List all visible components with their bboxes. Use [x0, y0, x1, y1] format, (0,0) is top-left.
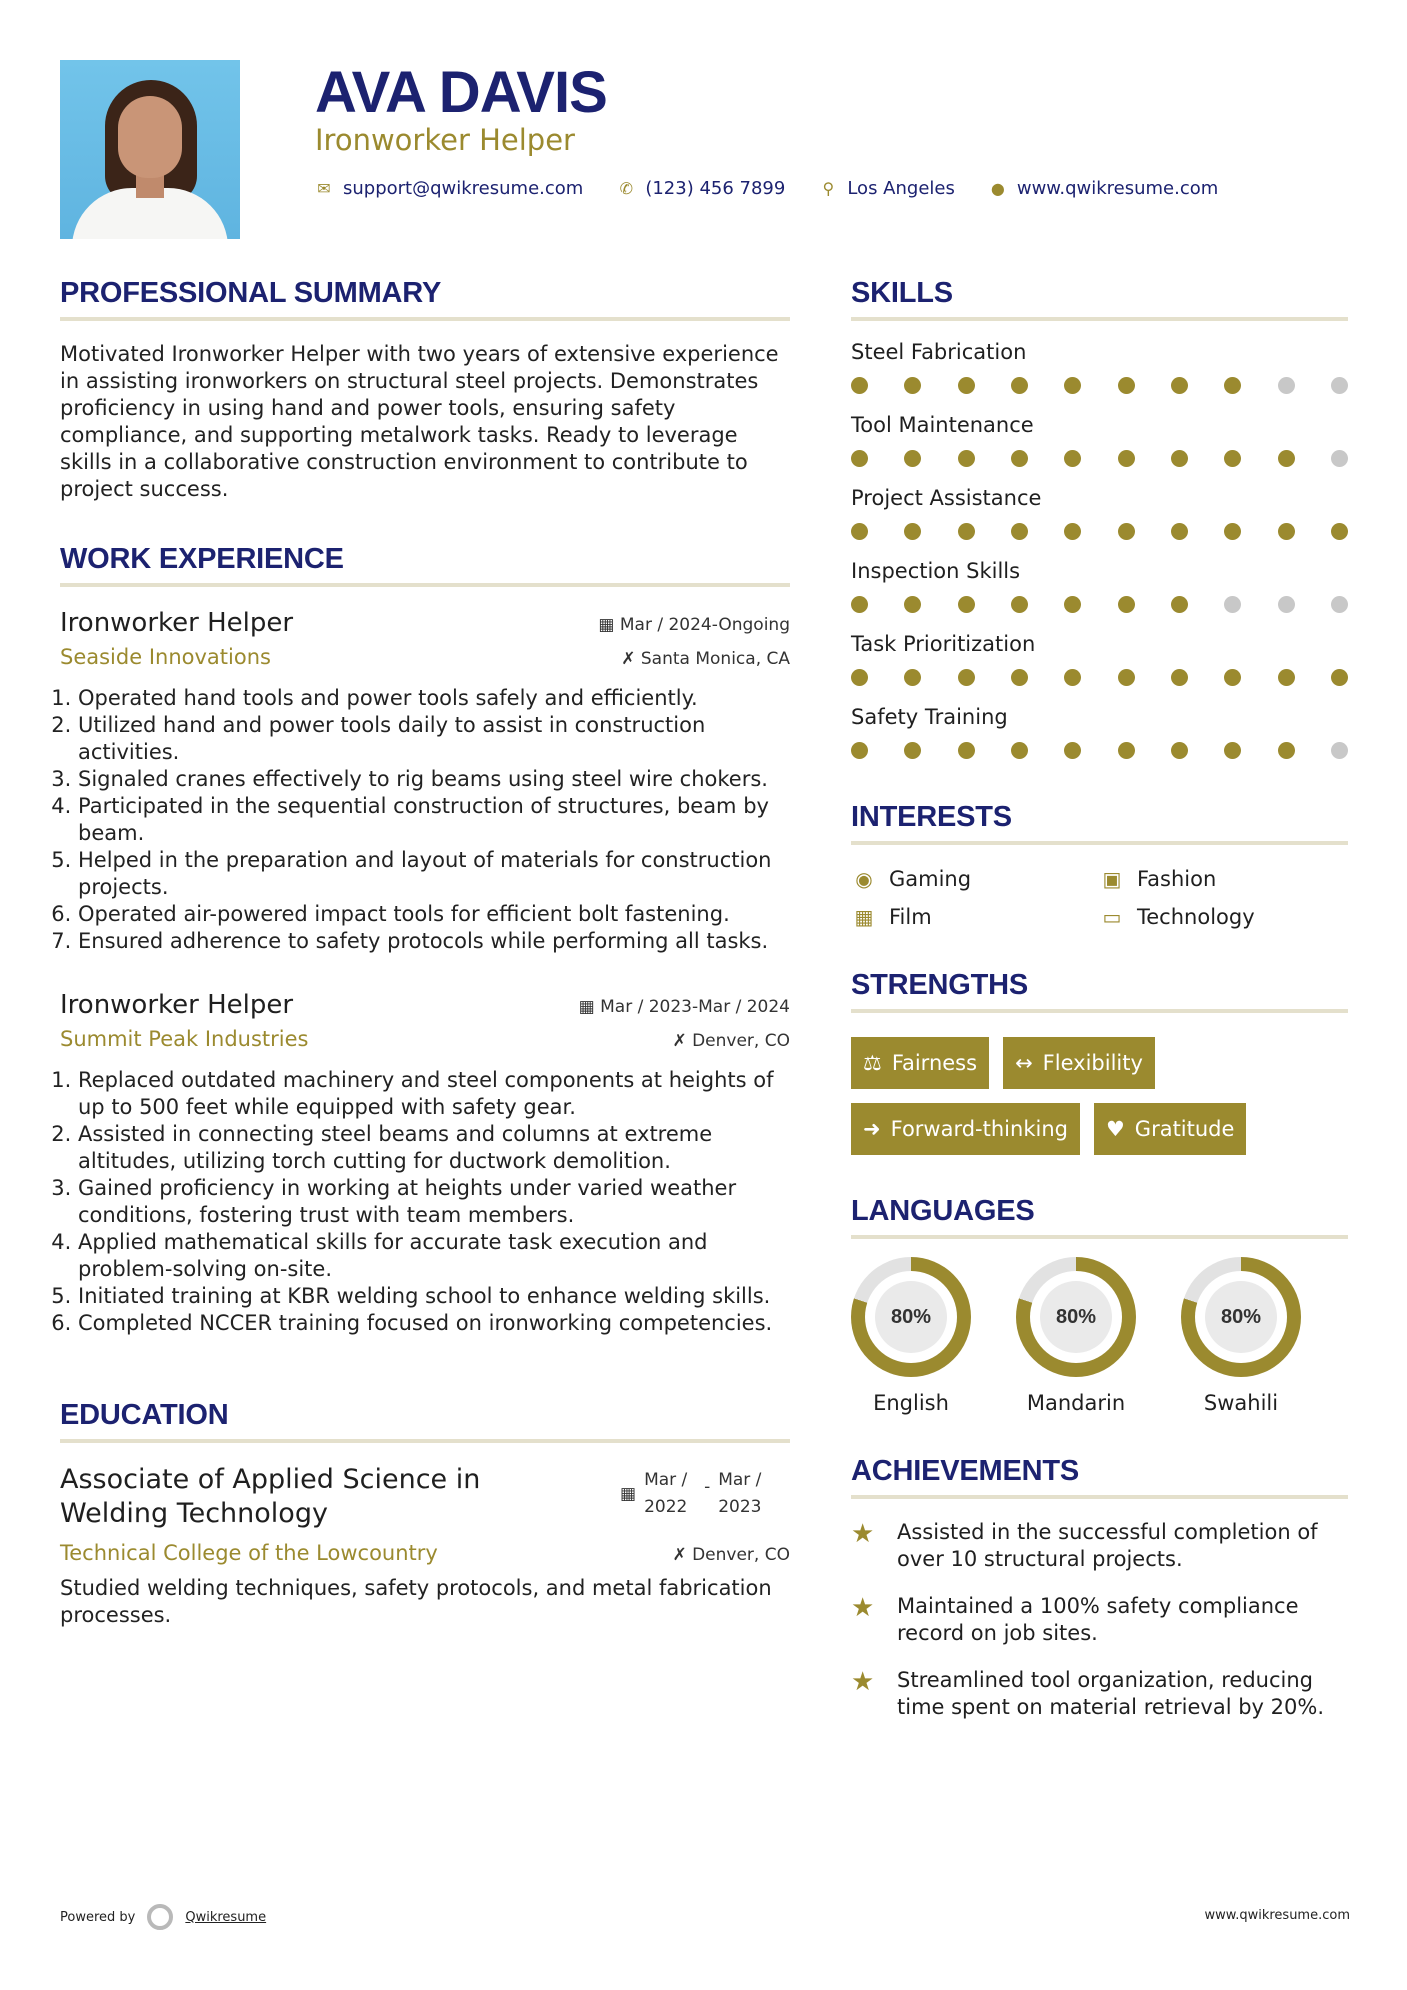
strength-badge: ⚖ Fairness	[851, 1037, 989, 1089]
heart-icon: ♥	[1105, 1117, 1125, 1141]
skill-rating	[851, 742, 1348, 759]
skills-section	[851, 275, 1348, 759]
skill-name: Steel Fabrication	[851, 340, 1027, 364]
skill-rating	[851, 450, 1348, 467]
summary-heading: PROFESSIONAL SUMMARY	[60, 277, 442, 309]
interest-item: ▦ Film	[851, 905, 1099, 929]
skills-heading: SKILLS	[851, 277, 953, 309]
rating-dot-filled	[851, 742, 868, 759]
list-item: 2. Assisted in connecting steel beams and columns at extreme altitudes, utilizing torch cutting for ductwork demolition.	[78, 1121, 790, 1175]
brand-link[interactable]: Qwikresume	[185, 1909, 267, 1925]
rating-dot-filled	[904, 742, 921, 759]
language-percent: 80%	[875, 1281, 947, 1353]
language-name: Mandarin	[1026, 1391, 1126, 1415]
education-degree: Associate of Applied Science in Welding Technology	[60, 1464, 481, 1529]
language-percent: 80%	[1040, 1281, 1112, 1353]
interest-item: ▣ Fashion	[1099, 867, 1347, 891]
list-item: 3. Gained proficiency in working at heights under varied weather conditions, fostering trust with team members.	[78, 1175, 790, 1229]
rating-dot-empty	[1331, 377, 1348, 394]
laptop-icon: ▭	[1102, 905, 1122, 929]
candidate-title: Ironworker Helper	[315, 123, 575, 157]
calendar-icon: ▦	[620, 1484, 637, 1504]
section-divider	[851, 841, 1348, 845]
rating-dot-filled	[1011, 742, 1028, 759]
gamepad-icon: ◉	[855, 867, 873, 891]
language-ring	[851, 1257, 971, 1377]
list-item: 4. Participated in the sequential construction of structures, beam by beam.	[78, 793, 790, 847]
languages-heading: LANGUAGES	[851, 1195, 1035, 1227]
rating-dot-filled	[958, 377, 975, 394]
job-title: Ironworker Helper	[60, 990, 294, 1020]
education-date-separator: -	[704, 1477, 711, 1497]
education-heading: EDUCATION	[60, 1399, 229, 1431]
envelope-icon: ✉	[317, 179, 331, 198]
rating-dot-filled	[1278, 669, 1295, 686]
star-icon: ★	[851, 1519, 875, 1549]
skill-name: Task Prioritization	[851, 632, 1036, 656]
rating-dot-filled	[1118, 742, 1135, 759]
section-divider	[60, 1439, 790, 1443]
candidate-name: AVA DAVIS	[315, 60, 607, 125]
rating-dot-filled	[1171, 377, 1188, 394]
job-location: ✗ Santa Monica, CA	[621, 649, 790, 669]
rating-dot-filled	[1064, 377, 1081, 394]
calendar-icon: ▦	[598, 615, 615, 635]
rating-dot-filled	[1278, 450, 1295, 467]
shopping-bag-icon: ▣	[1102, 867, 1122, 891]
rating-dot-filled	[1011, 377, 1028, 394]
language-item	[1016, 1257, 1136, 1415]
interests-heading: INTERESTS	[851, 801, 1012, 833]
rating-dot-filled	[958, 450, 975, 467]
summary-section	[60, 275, 790, 503]
skill-rating	[851, 596, 1348, 613]
achievements-heading: ACHIEVEMENTS	[851, 1455, 1080, 1487]
rating-dot-filled	[958, 742, 975, 759]
rating-dot-filled	[1011, 450, 1028, 467]
page-footer	[60, 1900, 1350, 1930]
rating-dot-filled	[1064, 523, 1081, 540]
contact-phone[interactable]: (123) 456 7899	[645, 178, 786, 199]
job-location: ✗ Denver, CO	[672, 1031, 790, 1051]
rating-dot-filled	[1011, 669, 1028, 686]
strengths-heading: STRENGTHS	[851, 969, 1029, 1001]
powered-by-label: Powered by	[60, 1909, 136, 1925]
rating-dot-filled	[1118, 523, 1135, 540]
rating-dot-filled	[1011, 596, 1028, 613]
language-item	[851, 1257, 971, 1415]
rating-dot-filled	[851, 669, 868, 686]
rating-dot-filled	[1171, 523, 1188, 540]
skill-name: Tool Maintenance	[851, 413, 1034, 437]
list-item: 4. Applied mathematical skills for accurate task execution and problem-solving on-site.	[78, 1229, 790, 1283]
section-divider	[60, 583, 790, 587]
section-divider	[851, 317, 1348, 321]
summary-text: Motivated Ironworker Helper with two years of extensive experience in assisting ironworkers on structural steel projects. Demonstrates proficiency in using hand and power tools, ensuring safety compliance, and supporting metalwork tasks. Ready to leverage skills in a collaborative construction environment to contribute to project success.	[60, 342, 779, 501]
qwikresume-logo-icon	[147, 1904, 173, 1930]
list-item: 1. Replaced outdated machinery and steel components at heights of up to 500 feet while equipped with safety gear.	[78, 1067, 790, 1121]
interest-item: ▭ Technology	[1099, 905, 1347, 929]
job-entry	[60, 607, 790, 955]
skill-item	[851, 704, 1348, 759]
experience-section	[60, 541, 790, 1337]
skill-name: Inspection Skills	[851, 559, 1021, 583]
job-entry	[60, 989, 790, 1337]
rating-dot-empty	[1331, 742, 1348, 759]
list-item: 7. Ensured adherence to safety protocols while performing all tasks.	[78, 928, 790, 955]
rating-dot-filled	[851, 450, 868, 467]
skill-item	[851, 631, 1348, 686]
list-item: 6. Operated air-powered impact tools for efficient bolt fastening.	[78, 901, 790, 928]
rating-dot-filled	[904, 523, 921, 540]
rating-dot-filled	[1224, 669, 1241, 686]
experience-heading: WORK EXPERIENCE	[60, 543, 344, 575]
rating-dot-filled	[1171, 669, 1188, 686]
language-name: English	[873, 1391, 949, 1415]
rating-dot-filled	[1064, 669, 1081, 686]
rating-dot-filled	[851, 596, 868, 613]
rating-dot-filled	[1224, 377, 1241, 394]
pushpin-icon: ✗	[672, 1545, 687, 1565]
rating-dot-empty	[1278, 596, 1295, 613]
job-bullets	[60, 685, 790, 955]
list-item: 5. Helped in the preparation and layout of materials for construction projects.	[78, 847, 790, 901]
rating-dot-filled	[1171, 742, 1188, 759]
profile-photo	[60, 60, 240, 239]
interests-section	[851, 799, 1348, 929]
rating-dot-filled	[1064, 450, 1081, 467]
language-percent: 80%	[1205, 1281, 1277, 1353]
rating-dot-empty	[1331, 596, 1348, 613]
globe-icon: ●	[990, 179, 1005, 198]
job-title: Ironworker Helper	[60, 608, 294, 638]
rating-dot-filled	[958, 596, 975, 613]
rating-dot-filled	[1224, 742, 1241, 759]
job-company: Seaside Innovations	[60, 645, 271, 669]
arrows-horizontal-icon: ↔	[1015, 1051, 1033, 1075]
job-company: Summit Peak Industries	[60, 1027, 309, 1051]
calendar-icon: ▦	[578, 997, 595, 1017]
rating-dot-filled	[1011, 523, 1028, 540]
skill-name: Safety Training	[851, 705, 1008, 729]
education-section	[60, 1397, 790, 1629]
pushpin-icon: ✗	[621, 649, 636, 669]
rating-dot-filled	[1118, 450, 1135, 467]
achievement-item: ★ Assisted in the successful completion of over 10 structural projects.	[851, 1519, 1318, 1571]
achievement-item: ★ Streamlined tool organization, reducing time spent on material retrieval by 20%.	[851, 1667, 1324, 1719]
rating-dot-filled	[1064, 742, 1081, 759]
skill-rating	[851, 669, 1348, 686]
rating-dot-empty	[1278, 377, 1295, 394]
language-name: Swahili	[1203, 1391, 1279, 1415]
rating-dot-filled	[1278, 742, 1295, 759]
skill-rating	[851, 377, 1348, 394]
left-column	[60, 275, 790, 1629]
achievement-item: ★ Maintained a 100% safety compliance record on job sites.	[851, 1593, 1299, 1645]
rating-dot-filled	[1118, 377, 1135, 394]
map-pin-icon: ⚲	[822, 179, 835, 198]
resume-header	[60, 60, 1350, 240]
film-icon: ▦	[854, 905, 874, 929]
section-divider	[851, 1495, 1348, 1499]
education-date-end: Mar / 2023	[718, 1470, 762, 1517]
rating-dot-filled	[958, 523, 975, 540]
strength-badge: ↔ Flexibility	[1003, 1037, 1155, 1089]
contact-website[interactable]: www.qwikresume.com	[1016, 178, 1219, 199]
skill-item	[851, 558, 1348, 613]
skill-name: Project Assistance	[851, 486, 1042, 510]
rating-dot-filled	[1278, 523, 1295, 540]
education-date-start: Mar / 2022	[644, 1470, 688, 1517]
strengths-section	[851, 967, 1348, 1155]
list-item: 5. Initiated training at KBR welding school to enhance welding skills.	[78, 1283, 790, 1310]
skill-item	[851, 485, 1348, 540]
right-column	[851, 275, 1348, 1721]
strength-badge: ♥ Gratitude	[1094, 1103, 1246, 1155]
rating-dot-filled	[904, 450, 921, 467]
rating-dot-filled	[1064, 596, 1081, 613]
section-divider	[851, 1009, 1348, 1013]
section-divider	[60, 317, 790, 321]
language-item	[1181, 1257, 1301, 1415]
rating-dot-filled	[958, 669, 975, 686]
rating-dot-empty	[1331, 450, 1348, 467]
language-ring	[1016, 1257, 1136, 1377]
list-item: 2. Utilized hand and power tools daily to assist in construction activities.	[78, 712, 790, 766]
skill-item	[851, 339, 1348, 394]
list-item: 3. Signaled cranes effectively to rig beams using steel wire chokers.	[78, 766, 790, 793]
rating-dot-filled	[851, 377, 868, 394]
job-bullets	[60, 1067, 790, 1337]
rating-dot-filled	[904, 596, 921, 613]
education-description: Studied welding techniques, safety protocols, and metal fabrication processes.	[60, 1576, 772, 1627]
list-item: 6. Completed NCCER training focused on ironworking competencies.	[78, 1310, 790, 1337]
star-icon: ★	[851, 1667, 875, 1697]
job-date: ▦ Mar / 2023-Mar / 2024	[578, 997, 790, 1017]
rating-dot-filled	[1171, 450, 1188, 467]
skill-rating	[851, 523, 1348, 540]
rating-dot-filled	[851, 523, 868, 540]
contact-bar	[315, 178, 1218, 199]
rating-dot-empty	[1224, 596, 1241, 613]
language-ring	[1181, 1257, 1301, 1377]
rating-dot-filled	[1224, 450, 1241, 467]
contact-email[interactable]: support@qwikresume.com	[343, 178, 584, 199]
balance-scale-icon: ⚖	[863, 1051, 882, 1075]
rating-dot-filled	[1118, 669, 1135, 686]
rating-dot-filled	[904, 377, 921, 394]
arrow-right-icon: ➜	[863, 1117, 881, 1141]
rating-dot-filled	[1331, 669, 1348, 686]
rating-dot-filled	[904, 669, 921, 686]
achievements-section	[851, 1453, 1348, 1721]
rating-dot-filled	[1171, 596, 1188, 613]
job-date: ▦ Mar / 2024-Ongoing	[598, 615, 790, 635]
footer-website[interactable]: www.qwikresume.com	[1204, 1908, 1350, 1923]
interest-item: ◉ Gaming	[851, 867, 1099, 891]
star-icon: ★	[851, 1593, 875, 1623]
education-date	[620, 1467, 770, 1521]
education-location: ✗ Denver, CO	[672, 1545, 790, 1565]
list-item: 1. Operated hand tools and power tools safely and efficiently.	[78, 685, 790, 712]
rating-dot-filled	[1224, 523, 1241, 540]
contact-location: Los Angeles	[847, 178, 955, 199]
pushpin-icon: ✗	[672, 1031, 687, 1051]
phone-icon: ✆	[619, 179, 634, 198]
languages-section	[851, 1193, 1348, 1415]
section-divider	[851, 1235, 1348, 1239]
rating-dot-filled	[1331, 523, 1348, 540]
education-school: Technical College of the Lowcountry	[60, 1541, 438, 1565]
skill-item	[851, 412, 1348, 467]
rating-dot-filled	[1118, 596, 1135, 613]
strength-badge: ➜ Forward-thinking	[851, 1103, 1080, 1155]
